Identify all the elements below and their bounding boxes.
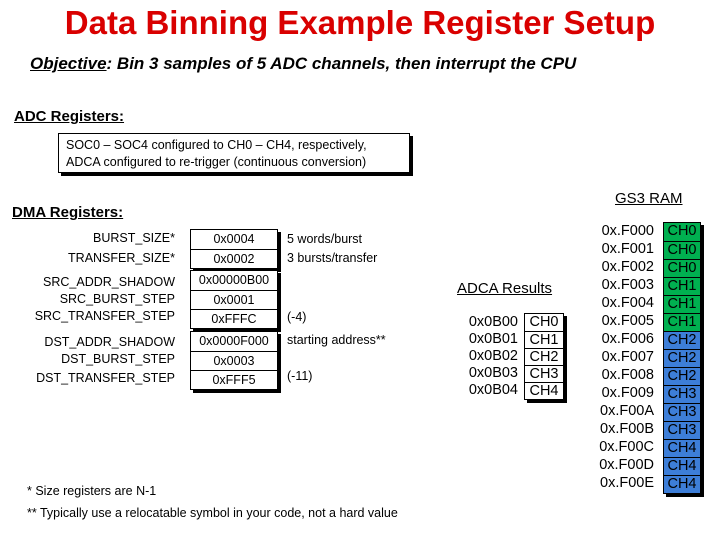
dma-registers-heading: DMA Registers: (12, 204, 124, 221)
dma-value-burst-size: 0x0004 (213, 232, 255, 246)
gs3-ram-address: 0x.F005 (601, 313, 654, 329)
adca-channel-cell: CH1 (525, 331, 563, 348)
dma-value-dst-addr-shadow: 0x0000F000 (199, 334, 269, 348)
adc-registers-heading: ADC Registers: (14, 108, 125, 125)
dma-label-src-addr-shadow: SRC_ADDR_SHADOW (43, 275, 175, 289)
dma-label-src-transfer-step: SRC_TRANSFER_STEP (34, 309, 175, 323)
gs3-ram-address: 0x.F00B (600, 421, 654, 437)
dma-value-dst-transfer-step: 0xFFF5 (191, 370, 277, 389)
objective (30, 54, 576, 74)
gs3-ram-address: 0x.F009 (601, 385, 654, 401)
gs3-ram-channel-cell: CH1 (664, 313, 700, 331)
gs3-ram-address: 0x.F003 (601, 277, 654, 293)
gs3-ram-channel-cell: CH3 (664, 403, 700, 421)
gs3-ram-channel-cell: CH2 (664, 349, 700, 367)
page-title: Data Binning Example Register Setup (64, 4, 656, 41)
gs3-ram-address: 0x.F004 (601, 295, 654, 311)
dma-label-dst-transfer-step: DST_TRANSFER_STEP (36, 371, 175, 385)
dma-value-src-addr-shadow: 0x00000B00 (198, 273, 270, 287)
dma-dst-values-box (190, 331, 278, 390)
dma-label-dst-burst-step: DST_BURST_STEP (61, 352, 175, 366)
adca-address: 0x0B02 (468, 348, 518, 364)
dma-value-src-burst-step: 0x0001 (191, 290, 277, 309)
objective-text: : Bin 3 samples of 5 ADC channels, then interrupt the CPU (106, 54, 577, 73)
gs3-ram-address: 0x.F00D (599, 457, 654, 473)
dma-value-src-transfer-step: 0xFFFC (191, 309, 277, 328)
adc-config-line: ADCA configured to re-trigger (continuous conversion) (66, 155, 367, 169)
gs3-ram-channel-cell: CH4 (664, 475, 700, 493)
gs3-ram-address: 0x.F00E (600, 475, 654, 491)
dma-note-burst: 5 words/burst (287, 232, 363, 246)
dma-label-dst-addr-shadow: DST_ADDR_SHADOW (44, 335, 175, 349)
gs3-ram-address: 0x.F008 (601, 367, 654, 383)
dma-size-values-box (190, 229, 278, 269)
gs3-ram-channel-box (663, 222, 701, 494)
footnote-size: * Size registers are N-1 (27, 484, 157, 498)
dma-note-dst-transfer-step: (-11) (287, 369, 313, 383)
gs3-ram-caption: GS3 RAM (615, 190, 683, 207)
adc-config-box (58, 133, 410, 173)
gs3-ram-channel-cell: CH2 (664, 367, 700, 385)
gs3-ram-address-list (584, 222, 654, 492)
gs3-ram-channel-cell: CH4 (664, 439, 700, 457)
gs3-ram-address: 0x.F002 (601, 259, 654, 275)
adca-channel-cell: CH0 (529, 314, 559, 330)
gs3-ram-channel-cell: CH1 (664, 295, 700, 313)
adca-results-caption: ADCA Results (457, 280, 553, 297)
gs3-ram-channel-cell: CH0 (664, 241, 700, 259)
dma-value-transfer-size: 0x0002 (191, 249, 277, 268)
adca-address: 0x0B00 (468, 314, 518, 330)
adc-config-line: SOC0 – SOC4 configured to CH0 – CH4, respectively, (66, 138, 367, 152)
gs3-ram-channel-cell: CH3 (664, 385, 700, 403)
gs3-ram-address: 0x.F007 (601, 349, 654, 365)
adca-address: 0x0B01 (468, 331, 518, 347)
dma-label-burst-size: BURST_SIZE* (93, 231, 175, 245)
dma-value-dst-burst-step: 0x0003 (191, 351, 277, 370)
gs3-ram-channel-cell: CH0 (664, 259, 700, 277)
adca-channel-cell: CH2 (525, 348, 563, 365)
adca-channel-cell: CH4 (525, 382, 563, 399)
objective-label: Objective (30, 54, 107, 73)
gs3-ram-channel-cell: CH3 (664, 421, 700, 439)
dma-note-dst-addr: starting address** (287, 333, 386, 347)
gs3-ram-channel-cell: CH1 (664, 277, 700, 295)
gs3-ram-channel-cell: CH0 (664, 223, 700, 241)
gs3-ram-address: 0x.F00A (600, 403, 654, 419)
gs3-ram-address: 0x.F000 (601, 223, 654, 239)
dma-label-src-burst-step: SRC_BURST_STEP (59, 292, 175, 306)
dma-note-src-transfer-step: (-4) (287, 310, 307, 324)
adca-channel-box (524, 313, 564, 400)
gs3-ram-address: 0x.F006 (601, 331, 654, 347)
gs3-ram-address: 0x.F001 (601, 241, 654, 257)
dma-note-transfer: 3 bursts/transfer (287, 251, 378, 265)
dma-src-values-box (190, 270, 278, 329)
adca-address: 0x0B03 (468, 365, 518, 381)
adca-address: 0x0B04 (468, 382, 518, 398)
adca-channel-cell: CH3 (525, 365, 563, 382)
adca-address-list (452, 314, 518, 399)
footnote-address: ** Typically use a relocatable symbol in your code, not a hard value (27, 506, 398, 520)
dma-label-transfer-size: TRANSFER_SIZE* (68, 251, 175, 265)
gs3-ram-channel-cell: CH4 (664, 457, 700, 475)
gs3-ram-address: 0x.F00C (599, 439, 654, 455)
gs3-ram-channel-cell: CH2 (664, 331, 700, 349)
